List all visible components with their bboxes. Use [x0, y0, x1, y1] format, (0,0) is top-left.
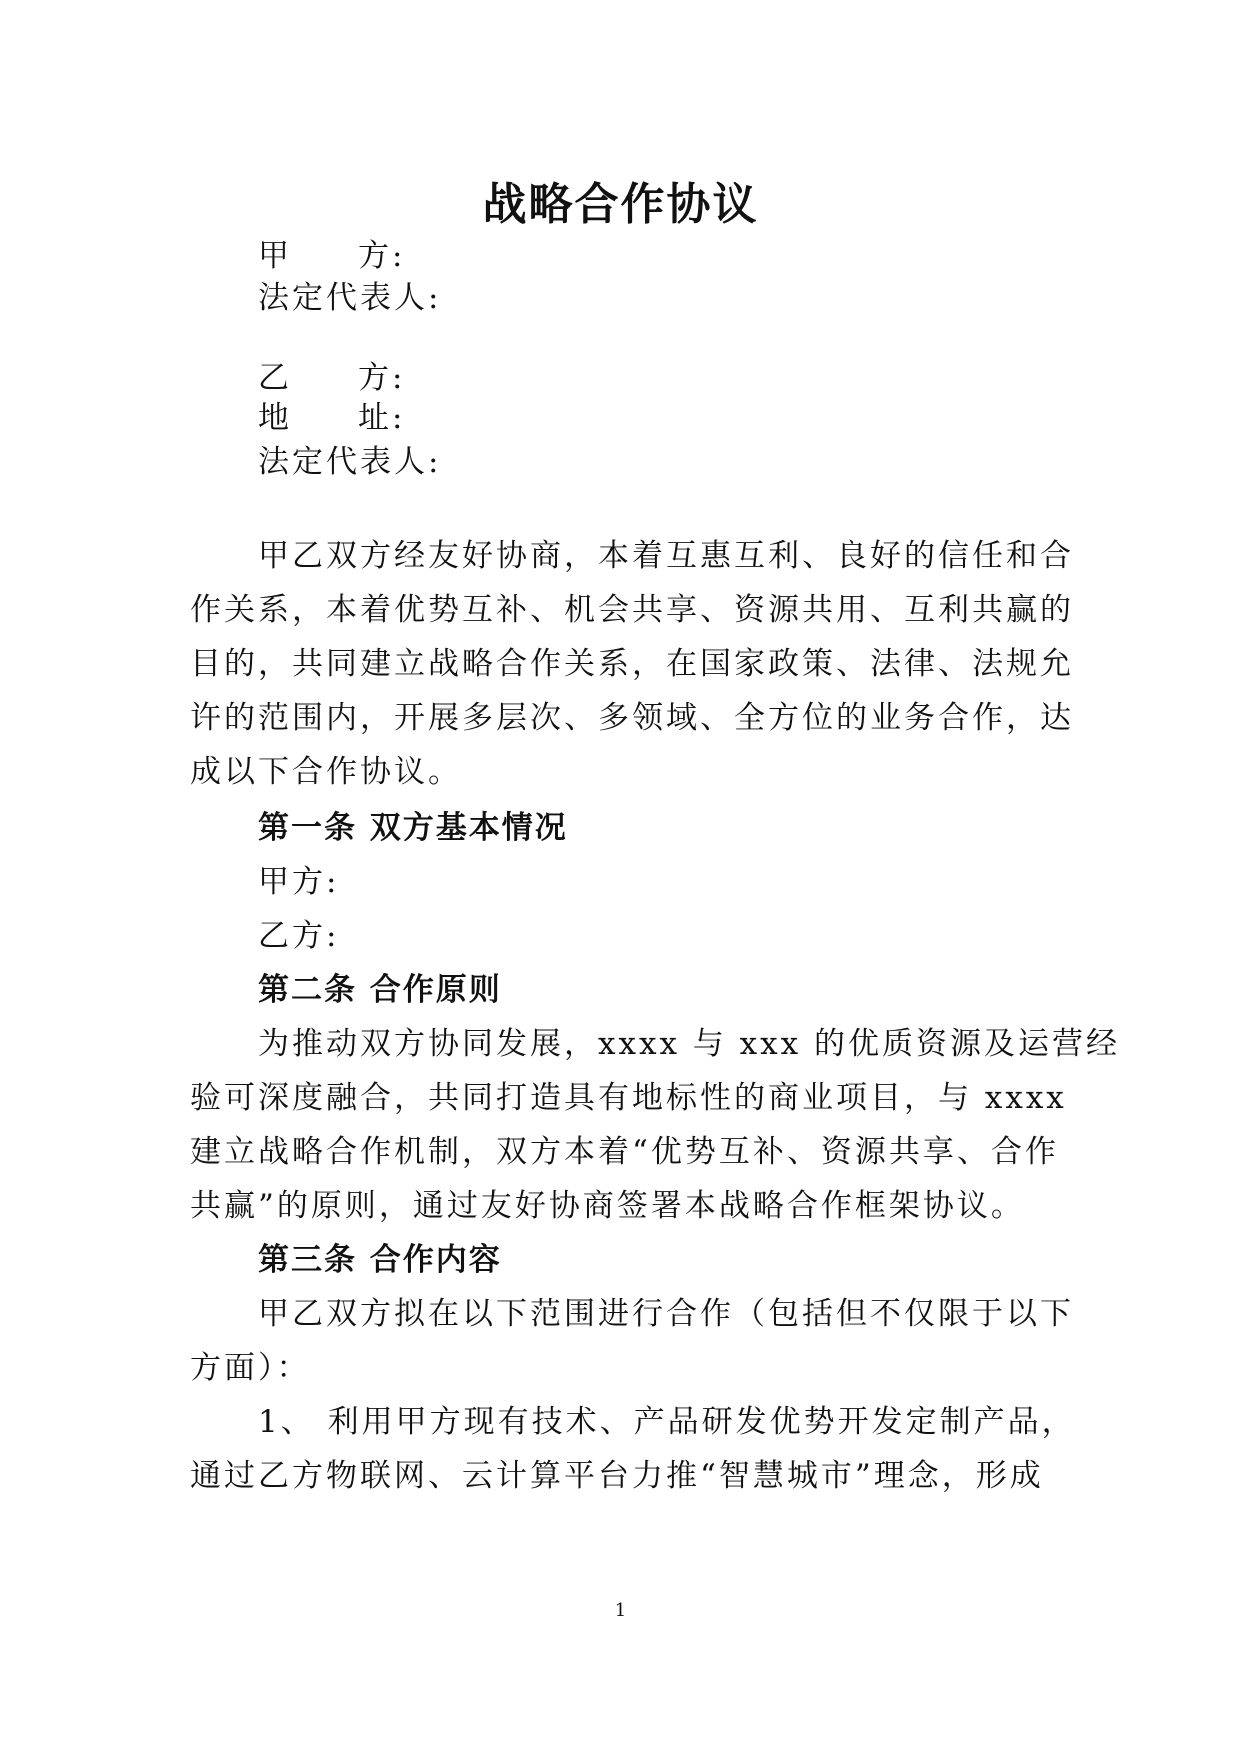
page-number: 1: [614, 1600, 627, 1621]
article2-line-2: 验可深度融合，共同打造具有地标性的商业项目，与 xxxx: [190, 1080, 1067, 1116]
article3-item1-line-1: 1、 利用甲方现有技术、产品研发优势开发定制产品，: [258, 1404, 1076, 1440]
party-b-label-2: 方:: [358, 360, 406, 396]
article3-line-2: 方面）：: [190, 1350, 311, 1386]
party-a-rep-field: 法定代表人:: [258, 280, 442, 316]
party-b-addr-label-1: 地: [258, 400, 292, 436]
party-b-label-1: 乙: [258, 360, 292, 396]
article2-line-4: 共赢”的原则，通过友好协商签署本战略合作框架协议。: [190, 1188, 1025, 1224]
intro-line-4: 许的范围内，开展多层次、多领域、全方位的业务合作，达: [190, 700, 1074, 736]
intro-line-1: 甲乙双方经友好协商，本着互惠互利、良好的信任和合: [258, 538, 1074, 574]
article1-heading: 第一条 双方基本情况: [258, 810, 568, 846]
article2-heading: 第二条 合作原则: [258, 972, 502, 1008]
party-a-label-1: 甲: [258, 238, 292, 274]
article3-heading: 第三条 合作内容: [258, 1242, 502, 1278]
article1-party-a: 甲方:: [258, 864, 340, 900]
article3-line-1: 甲乙双方拟在以下范围进行合作（包括但不仅限于以下: [258, 1296, 1074, 1332]
intro-line-3: 目的，共同建立战略合作关系，在国家政策、法律、法规允: [190, 646, 1074, 682]
party-b-address-field: [258, 398, 405, 438]
document-title: 战略合作协议: [482, 179, 759, 230]
article1-party-b: 乙方:: [258, 918, 340, 954]
party-b-name-field: [258, 358, 405, 398]
intro-line-2: 作关系，本着优势互补、机会共享、资源共用、互利共赢的: [190, 592, 1074, 628]
article2-line-1: 为推动双方协同发展，xxxx 与 xxx 的优质资源及运营经: [258, 1026, 1120, 1062]
intro-line-5: 成以下合作协议。: [190, 754, 462, 790]
party-b-rep-field: 法定代表人:: [258, 444, 442, 480]
article3-item1-line-2: 通过乙方物联网、云计算平台力推“智慧城市”理念，形成: [190, 1458, 1044, 1494]
article2-line-3: 建立战略合作机制，双方本着“优势互补、资源共享、合作: [190, 1134, 1059, 1170]
party-a-label-2: 方:: [358, 238, 406, 274]
party-a-name-field: [258, 236, 405, 276]
party-b-addr-label-2: 址:: [358, 400, 406, 436]
